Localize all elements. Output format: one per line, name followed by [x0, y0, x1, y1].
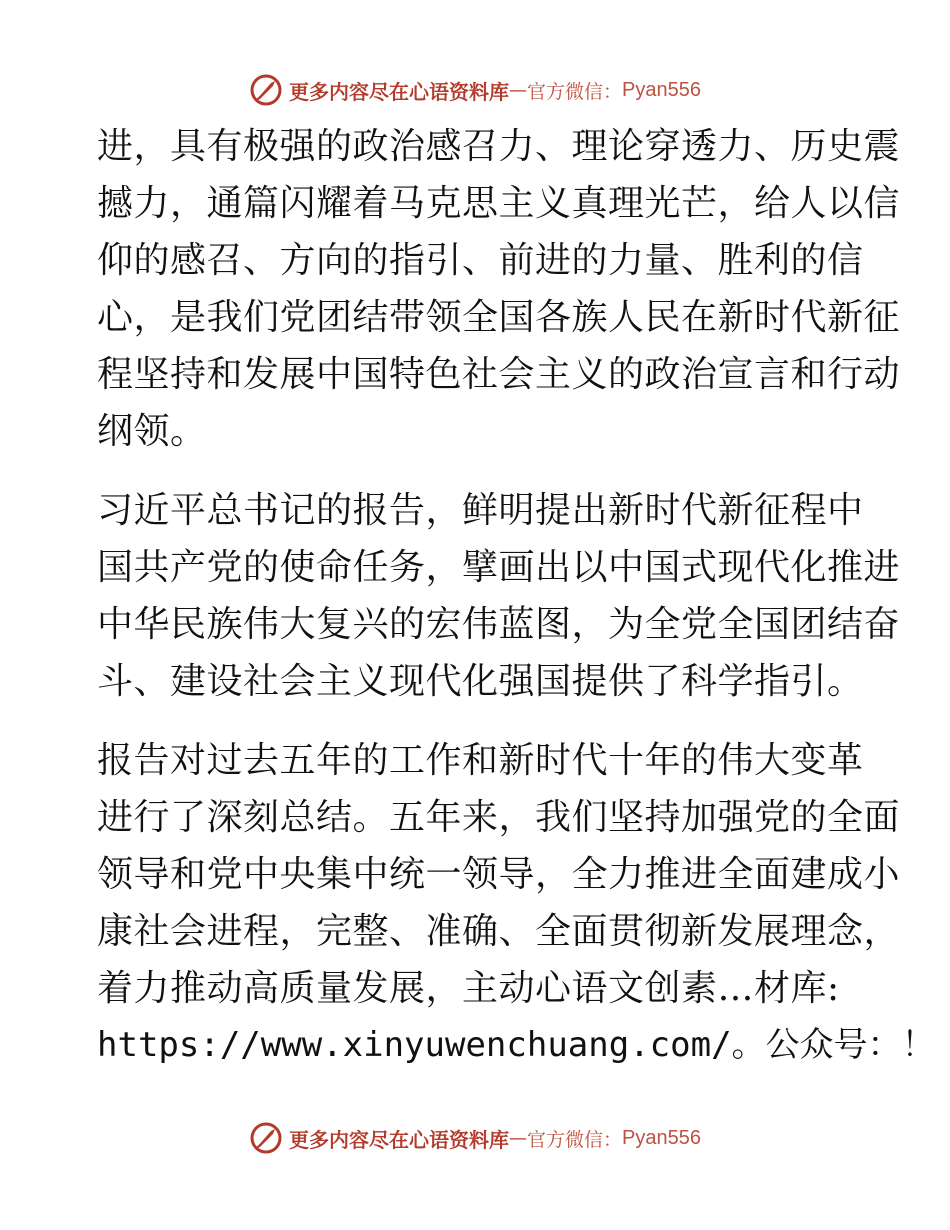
banner-brand: 更多内容尽在心语资料库	[289, 1127, 509, 1152]
url-line: https://www.xinyuwenchuang.com/。公众号：！	[97, 1025, 936, 1065]
footer-banner	[0, 1118, 950, 1158]
text-line: 国共产党的使命任务，擘画出以中国式现代化推进	[97, 547, 901, 588]
feather-pen-logo-icon	[249, 73, 283, 107]
paragraph-1	[97, 118, 901, 460]
text-line: 进行了深刻总结。五年来，我们坚持加强党的全面	[97, 797, 901, 838]
feather-pen-logo-icon	[249, 1121, 283, 1155]
banner-wechat-label: 官方微信：	[527, 80, 623, 103]
paragraph-2	[97, 482, 901, 710]
text-line: 心，是我们党团结带领全国各族人民在新时代新征	[97, 297, 901, 338]
text-line: 进，具有极强的政治感召力、理论穿透力、历史震	[97, 126, 901, 167]
text-line: 纲领。	[97, 411, 207, 452]
text-line: 着力推动高质量发展，主动心语文创素…材库:	[97, 968, 840, 1009]
text-line: 中华民族伟大复兴的宏伟蓝图，为全党全国团结奋	[97, 604, 901, 645]
text-line: 康社会进程，完整、准确、全面贯彻新发展理念，	[97, 911, 901, 952]
banner-separator: —	[509, 1127, 527, 1149]
banner-wechat-label: 官方微信：	[527, 1128, 623, 1151]
banner-wechat-id: Pyan556	[622, 78, 701, 101]
document-body	[97, 118, 936, 1096]
banner-separator: —	[509, 79, 527, 101]
text-line: 程坚持和发展中国特色社会主义的政治宣言和行动	[97, 354, 901, 395]
text-line: 报告对过去五年的工作和新时代十年的伟大变革	[97, 740, 864, 781]
text-line: 习近平总书记的报告，鲜明提出新时代新征程中	[97, 490, 864, 531]
header-banner	[0, 70, 950, 110]
text-line: 斗、建设社会主义现代化强国提供了科学指引。	[97, 661, 864, 702]
text-line: 仰的感召、方向的指引、前进的力量、胜利的信	[97, 240, 864, 281]
banner-brand: 更多内容尽在心语资料库	[289, 79, 509, 104]
text-line: 撼力，通篇闪耀着马克思主义真理光芒，给人以信	[97, 183, 901, 224]
banner-wechat-id: Pyan556	[622, 1126, 701, 1149]
paragraph-3	[97, 732, 936, 1074]
text-line: 领导和党中央集中统一领导，全力推进全面建成小	[97, 854, 901, 895]
